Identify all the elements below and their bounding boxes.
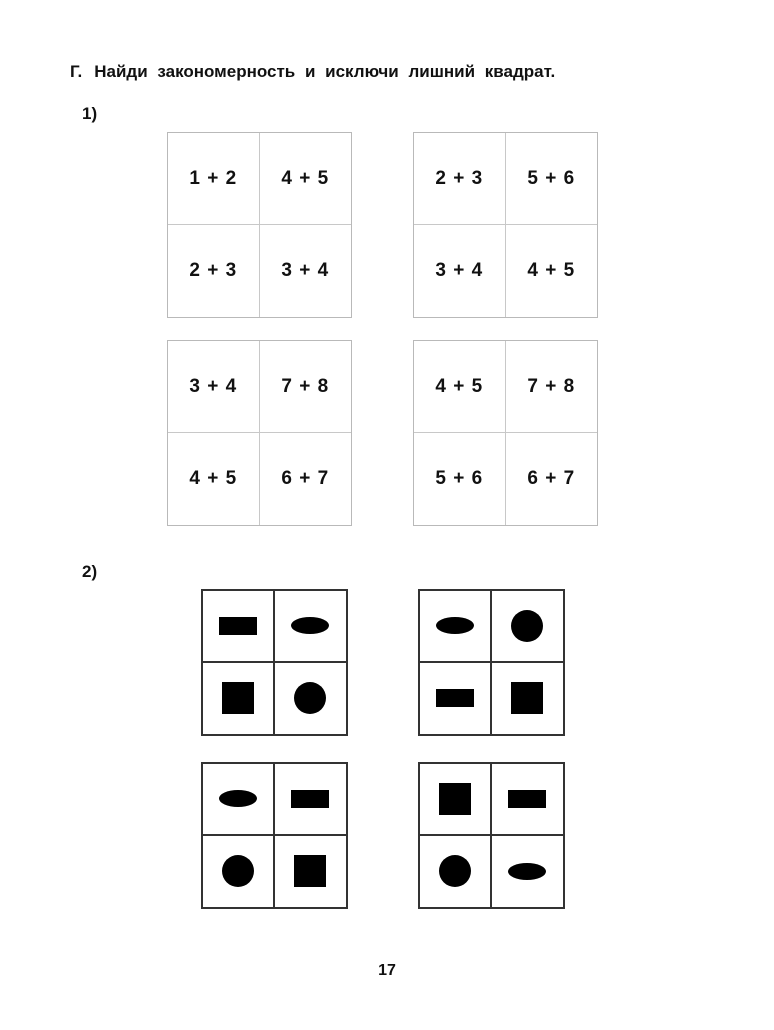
number-cell: 5 + 6 [506, 133, 598, 225]
ellipse-shape [219, 790, 257, 807]
shape-cell [420, 764, 492, 836]
shape-cell [492, 591, 564, 663]
shape-square-3[interactable] [201, 762, 348, 909]
number-cell: 1 + 2 [168, 133, 260, 225]
task-title [70, 62, 555, 82]
number-square-3[interactable] [167, 340, 352, 526]
shape-cell [492, 836, 564, 908]
number-cell: 3 + 4 [414, 225, 506, 317]
number-cell: 7 + 8 [506, 341, 598, 433]
circle-shape [294, 682, 326, 714]
shape-square-2[interactable] [418, 589, 565, 736]
shape-square-1[interactable] [201, 589, 348, 736]
page-number: 17 [378, 962, 396, 979]
rectangle-shape [291, 790, 329, 808]
shape-cell [492, 663, 564, 735]
square-shape [439, 783, 471, 815]
circle-shape [222, 855, 254, 887]
shape-cell [275, 591, 347, 663]
number-cell: 6 + 7 [527, 468, 576, 489]
shape-cell [420, 591, 492, 663]
shape-cell [420, 663, 492, 735]
shape-cell [203, 591, 275, 663]
circle-shape [511, 610, 543, 642]
number-cell: 7 + 8 [260, 341, 352, 433]
shape-cell [275, 764, 347, 836]
part2-label: 2) [82, 562, 98, 581]
part1-label: 1) [82, 104, 98, 123]
shape-cell [420, 836, 492, 908]
number-cell: 4 + 5 [527, 260, 576, 281]
rectangle-shape [436, 689, 474, 707]
shape-cell [203, 764, 275, 836]
number-cell: 2 + 3 [414, 133, 506, 225]
shape-cell [203, 836, 275, 908]
number-square-1[interactable] [167, 132, 352, 318]
ellipse-shape [436, 617, 474, 634]
number-square-2[interactable] [413, 132, 598, 318]
shape-cell [275, 836, 347, 908]
number-cell: 3 + 4 [168, 341, 260, 433]
rectangle-shape [219, 617, 257, 635]
task-instruction: Найди закономерность и исключи лишний квадрат. [94, 62, 556, 81]
number-cell: 4 + 5 [168, 433, 260, 525]
circle-shape [439, 855, 471, 887]
number-cell: 4 + 5 [414, 341, 506, 433]
number-cell: 2 + 3 [168, 225, 260, 317]
shape-cell [203, 663, 275, 735]
ellipse-shape [508, 863, 546, 880]
shape-cell [275, 663, 347, 735]
number-square-4[interactable] [413, 340, 598, 526]
number-cell: 5 + 6 [414, 433, 506, 525]
square-shape [511, 682, 543, 714]
number-cell: 3 + 4 [281, 260, 330, 281]
shape-cell [492, 764, 564, 836]
square-shape [294, 855, 326, 887]
number-cell: 6 + 7 [281, 468, 330, 489]
rectangle-shape [508, 790, 546, 808]
task-letter: Г. [70, 62, 83, 81]
shape-square-4[interactable] [418, 762, 565, 909]
number-cell: 4 + 5 [260, 133, 352, 225]
square-shape [222, 682, 254, 714]
ellipse-shape [291, 617, 329, 634]
